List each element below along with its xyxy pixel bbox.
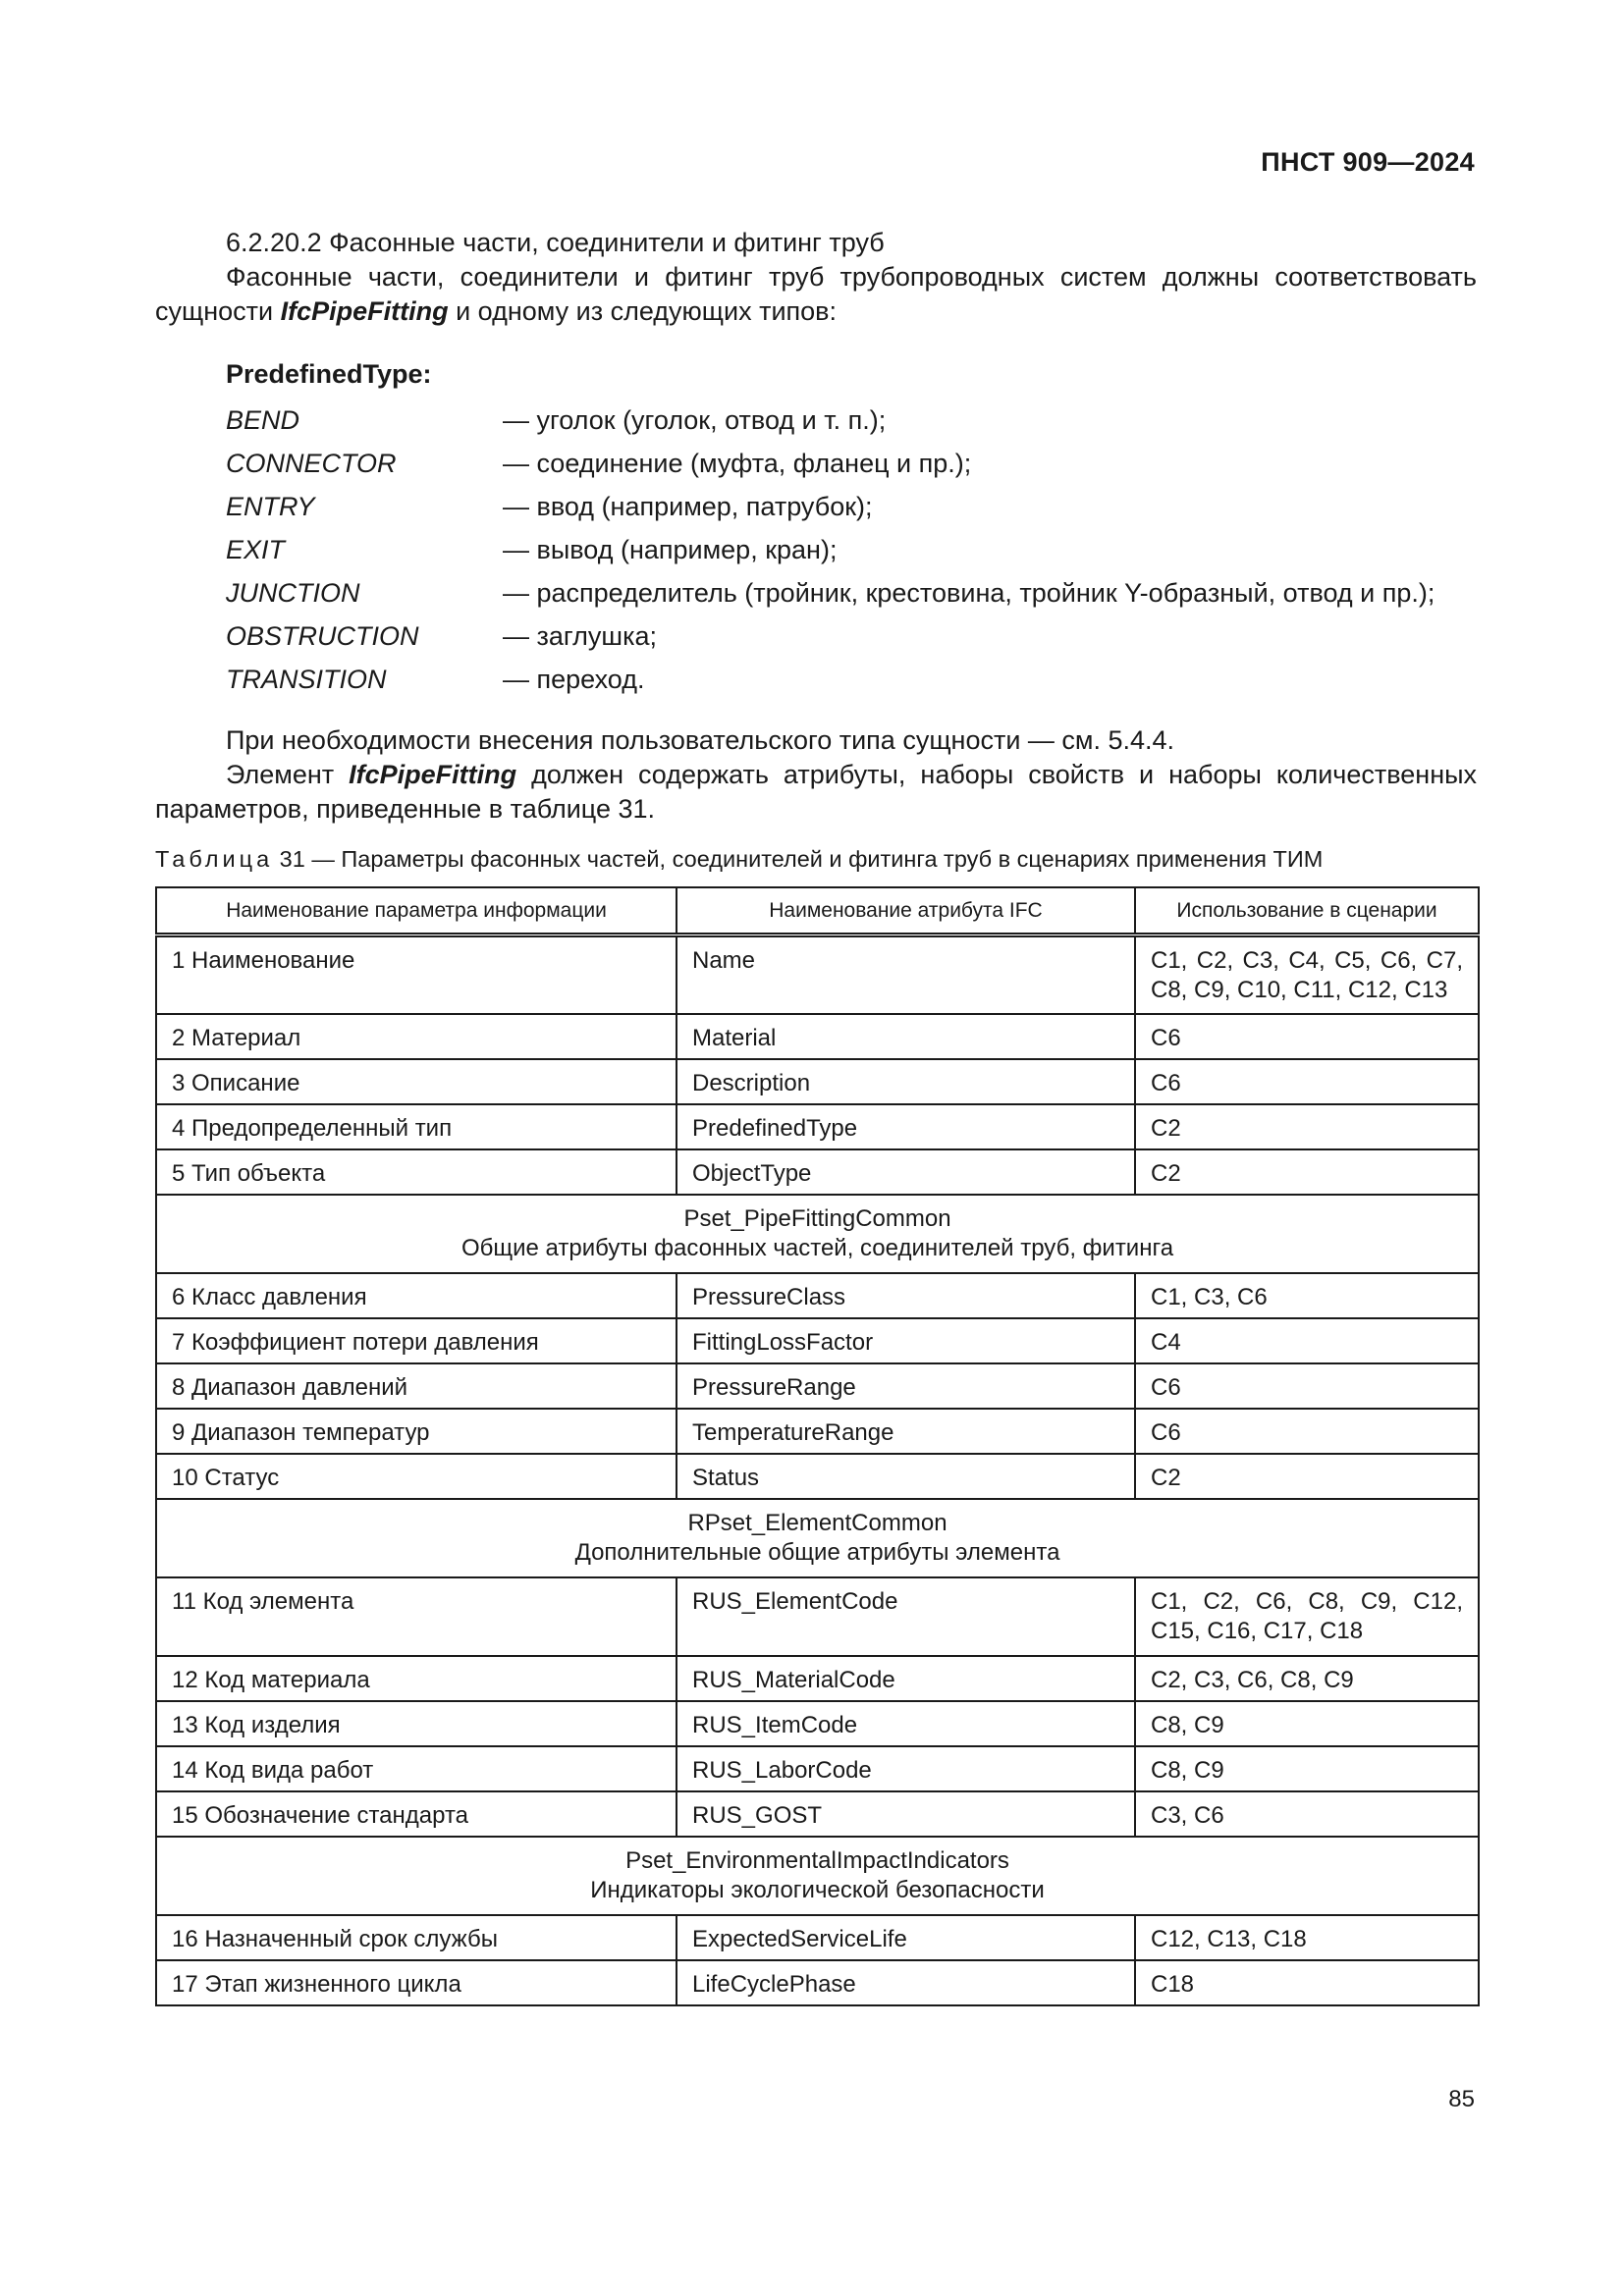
parameter-name-cell: 8 Диапазон давлений xyxy=(156,1363,677,1409)
table-row xyxy=(156,1960,1479,2005)
parameter-name-cell: 3 Описание xyxy=(156,1059,677,1104)
parameter-name-cell: 14 Код вида работ xyxy=(156,1746,677,1791)
scenario-usage-cell: C1, C2, C3, C4, C5, C6, C7, C8, C9, C10, C11, C12, C13 xyxy=(1135,935,1479,1014)
scenario-usage-cell: C3, C6 xyxy=(1135,1791,1479,1837)
ifc-attribute-cell: RUS_ElementCode xyxy=(677,1577,1135,1656)
table-row xyxy=(156,1791,1479,1837)
predefined-type-item xyxy=(226,485,1502,528)
header-ifc-attribute: Наименование атрибута IFC xyxy=(677,887,1135,935)
predefined-type-description: — вывод (например, кран); xyxy=(503,534,838,564)
scenario-usage-cell: C2 xyxy=(1135,1149,1479,1195)
predefined-type-item xyxy=(226,399,1502,442)
scenario-usage-cell: C6 xyxy=(1135,1409,1479,1454)
table-row xyxy=(156,1454,1479,1499)
parameter-name-cell: 5 Тип объекта xyxy=(156,1149,677,1195)
predefined-type-description: — уголок (уголок, отвод и т. п.); xyxy=(503,404,887,435)
predefined-types-list xyxy=(226,399,1502,701)
intro-text-start: Фасонные части, соединители и фитинг труб трубопроводных систем должны соответствовать сущности xyxy=(155,262,1477,326)
table-row xyxy=(156,1363,1479,1409)
scenario-usage-cell: C12, C13, C18 xyxy=(1135,1915,1479,1960)
scenario-usage-cell: C18 xyxy=(1135,1960,1479,2005)
property-set-cell xyxy=(156,1837,1479,1915)
ifc-attribute-cell: FittingLossFactor xyxy=(677,1318,1135,1363)
table-group-row xyxy=(156,1499,1479,1577)
document-code: ПНСТ 909—2024 xyxy=(1261,147,1475,177)
table-group-row xyxy=(156,1837,1479,1915)
scenario-usage-cell: C2 xyxy=(1135,1454,1479,1499)
parameter-name-cell: 4 Предопределенный тип xyxy=(156,1104,677,1149)
element-text-end: должен содержать атрибуты, наборы свойств и наборы количественных параметров, приведенные в таблице 31. xyxy=(155,760,1478,824)
ifc-attribute-cell: TemperatureRange xyxy=(677,1409,1135,1454)
table-row xyxy=(156,1104,1479,1149)
ifc-attribute-cell: Material xyxy=(677,1014,1135,1059)
ifc-attribute-cell: RUS_MaterialCode xyxy=(677,1656,1135,1701)
scenario-usage-cell: C6 xyxy=(1135,1014,1479,1059)
predefined-type-name: EXIT xyxy=(226,534,286,564)
table-row xyxy=(156,1409,1479,1454)
ifc-attribute-cell: PredefinedType xyxy=(677,1104,1135,1149)
property-set-cell xyxy=(156,1195,1479,1273)
table-row xyxy=(156,1273,1479,1318)
ifc-attribute-cell: LifeCyclePhase xyxy=(677,1960,1135,2005)
table-row xyxy=(156,1656,1479,1701)
scenario-usage-cell: C6 xyxy=(1135,1363,1479,1409)
table-row xyxy=(156,1701,1479,1746)
scenario-usage-cell: C1, C2, C6, C8, C9, C12, C15, C16, C17, C18 xyxy=(1135,1577,1479,1656)
predefined-type-description: — переход. xyxy=(503,664,645,694)
predefined-type-name: ENTRY xyxy=(226,491,315,521)
predefined-type-name: JUNCTION xyxy=(226,577,360,608)
property-set-description: Общие атрибуты фасонных частей, соединителей труб, фитинга xyxy=(460,1234,1174,1261)
table-row xyxy=(156,1149,1479,1195)
parameter-name-cell: 16 Назначенный срок службы xyxy=(156,1915,677,1960)
table-row xyxy=(156,1014,1479,1059)
parameter-name-cell: 9 Диапазон температур xyxy=(156,1409,677,1454)
predefined-type-item xyxy=(226,658,1502,701)
predefined-type-description: — распределитель (тройник, крестовина, тройник Y-образный, отвод и пр.); xyxy=(503,577,1435,608)
property-set-cell xyxy=(156,1499,1479,1577)
parameter-name-cell: 2 Материал xyxy=(156,1014,677,1059)
entity-name: IfcPipeFitting xyxy=(280,296,449,326)
header-scenario-usage: Использование в сценарии xyxy=(1135,887,1479,935)
intro-paragraph xyxy=(155,260,1477,329)
table-caption-prefix: Таблица xyxy=(155,846,274,872)
table-caption-text: 31 — Параметры фасонных частей, соединителей и фитинга труб в сценариях применения ТИМ xyxy=(273,846,1324,872)
table-row xyxy=(156,1577,1479,1656)
table-row xyxy=(156,1318,1479,1363)
ifc-attribute-cell: ExpectedServiceLife xyxy=(677,1915,1135,1960)
parameters-table xyxy=(155,886,1480,2006)
ifc-attribute-cell: RUS_LaborCode xyxy=(677,1746,1135,1791)
ifc-attribute-cell: Name xyxy=(677,935,1135,1014)
table-row xyxy=(156,1915,1479,1960)
scenario-usage-cell: C4 xyxy=(1135,1318,1479,1363)
parameter-name-cell: 17 Этап жизненного цикла xyxy=(156,1960,677,2005)
element-paragraph xyxy=(155,758,1477,827)
predefined-type-name: OBSTRUCTION xyxy=(226,620,419,651)
element-entity-name: IfcPipeFitting xyxy=(349,760,517,789)
predefined-type-description: — соединение (муфта, фланец и пр.); xyxy=(503,448,972,478)
table-row xyxy=(156,1059,1479,1104)
scenario-usage-cell: C8, C9 xyxy=(1135,1746,1479,1791)
ifc-attribute-cell: PressureRange xyxy=(677,1363,1135,1409)
parameter-name-cell: 10 Статус xyxy=(156,1454,677,1499)
property-set-description: Дополнительные общие атрибуты элемента xyxy=(574,1538,1060,1566)
property-set-name: RPset_ElementCommon xyxy=(687,1509,947,1536)
table-row xyxy=(156,935,1479,1014)
ifc-attribute-cell: ObjectType xyxy=(677,1149,1135,1195)
predefined-type-name: BEND xyxy=(226,404,300,435)
page-number: 85 xyxy=(1448,2086,1475,2112)
predefined-type-item xyxy=(226,442,1502,485)
note-paragraph: При необходимости внесения пользовательского типа сущности — см. 5.4.4. xyxy=(226,725,1175,755)
parameter-name-cell: 12 Код материала xyxy=(156,1656,677,1701)
table-header-row xyxy=(156,887,1479,935)
predefined-type-description: — ввод (например, патрубок); xyxy=(503,491,873,521)
ifc-attribute-cell: RUS_GOST xyxy=(677,1791,1135,1837)
table-caption xyxy=(155,846,1481,873)
table-group-row xyxy=(156,1195,1479,1273)
parameter-name-cell: 7 Коэффициент потери давления xyxy=(156,1318,677,1363)
predefined-type-name: CONNECTOR xyxy=(226,448,397,478)
scenario-usage-cell: C2 xyxy=(1135,1104,1479,1149)
predefined-type-item xyxy=(226,571,1502,614)
section-heading: 6.2.20.2 Фасонные части, соединители и фитинг труб xyxy=(226,228,885,257)
parameter-name-cell: 11 Код элемента xyxy=(156,1577,677,1656)
parameter-name-cell: 15 Обозначение стандарта xyxy=(156,1791,677,1837)
element-text-start: Элемент xyxy=(226,760,350,789)
property-set-name: Pset_EnvironmentalImpactIndicators xyxy=(625,1846,1009,1874)
predefined-type-item xyxy=(226,528,1502,571)
intro-text-end: и одному из следующих типов: xyxy=(448,296,838,326)
table-row xyxy=(156,1746,1479,1791)
parameter-name-cell: 13 Код изделия xyxy=(156,1701,677,1746)
ifc-attribute-cell: RUS_ItemCode xyxy=(677,1701,1135,1746)
ifc-attribute-cell: PressureClass xyxy=(677,1273,1135,1318)
ifc-attribute-cell: Status xyxy=(677,1454,1135,1499)
header-parameter-name: Наименование параметра информации xyxy=(156,887,677,935)
predefined-type-item xyxy=(226,614,1502,658)
scenario-usage-cell: C8, C9 xyxy=(1135,1701,1479,1746)
property-set-name: Pset_PipeFittingCommon xyxy=(683,1204,951,1232)
scenario-usage-cell: C1, C3, C6 xyxy=(1135,1273,1479,1318)
scenario-usage-cell: C6 xyxy=(1135,1059,1479,1104)
parameter-name-cell: 6 Класс давления xyxy=(156,1273,677,1318)
predefined-type-name: TRANSITION xyxy=(226,664,387,694)
property-set-description: Индикаторы экологической безопасности xyxy=(590,1876,1045,1903)
parameter-name-cell: 1 Наименование xyxy=(156,935,677,1014)
predefined-type-description: — заглушка; xyxy=(503,620,657,651)
scenario-usage-cell: C2, C3, C6, C8, C9 xyxy=(1135,1656,1479,1701)
ifc-attribute-cell: Description xyxy=(677,1059,1135,1104)
predefined-type-title: PredefinedType: xyxy=(226,359,432,389)
